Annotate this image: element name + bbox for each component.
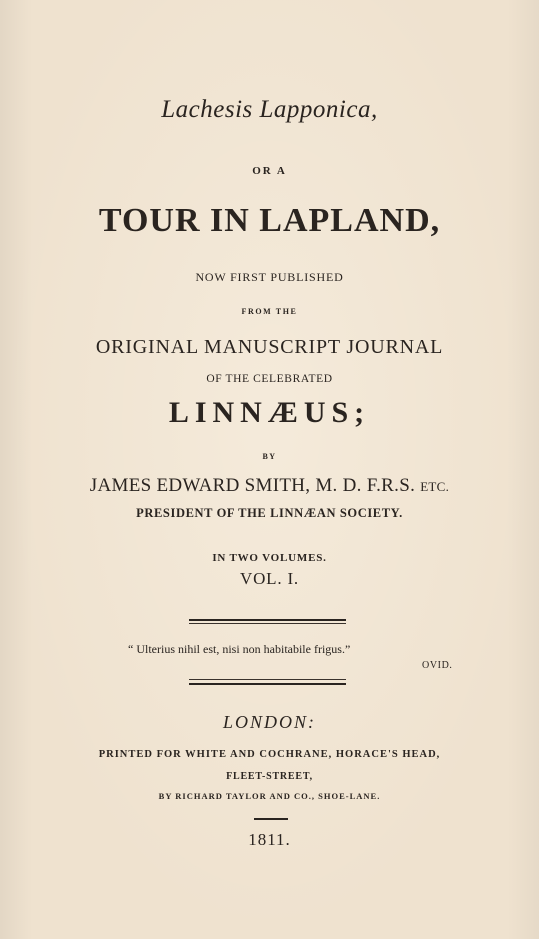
rule-thick-line: [189, 619, 346, 621]
main-title: Lachesis Lapponica,: [161, 96, 378, 123]
imprint-place: LONDON:: [222, 712, 316, 732]
publication-year: 1811.: [248, 830, 291, 849]
epigraph-author: OVID.: [422, 660, 453, 671]
author-etc: ETC.: [420, 479, 450, 494]
linnaeus-name: LINNÆUS;: [168, 396, 371, 429]
or-a-text: OR A: [252, 165, 287, 177]
double-rule-top: [189, 619, 346, 625]
printer-text: BY RICHARD TAYLOR AND CO., SHOE-LANE.: [158, 791, 381, 801]
rule-thick-line: [189, 683, 346, 685]
double-rule-bottom: [189, 679, 346, 685]
from-the-text: FROM THE: [241, 307, 298, 316]
president-text: PRESIDENT OF THE LINNÆAN SOCIETY.: [136, 506, 403, 520]
rule-thin-line: [189, 679, 346, 680]
fleet-street-text: FLEET-STREET,: [226, 771, 313, 782]
printed-for-text: PRINTED FOR WHITE AND COCHRANE, HORACE'S HEAD,: [98, 749, 441, 760]
of-the-celebrated-text: OF THE CELEBRATED: [206, 373, 333, 385]
now-first-published-text: NOW FIRST PUBLISHED: [195, 270, 344, 284]
volume-number: VOL. I.: [240, 569, 299, 588]
author-line: [0, 475, 539, 497]
short-rule: [254, 818, 288, 820]
subtitle: TOUR IN LAPLAND,: [98, 202, 441, 239]
rule-thin-line: [189, 623, 346, 624]
epigraph-quote: “ Ulterius nihil est, nisi non habitabile frigus.”: [128, 642, 351, 656]
author-name: JAMES EDWARD SMITH, M. D. F.R.S.: [89, 475, 416, 496]
volumes-text: IN TWO VOLUMES.: [212, 552, 327, 564]
original-journal-text: ORIGINAL MANUSCRIPT JOURNAL: [95, 336, 444, 358]
by-text: BY: [262, 452, 277, 461]
